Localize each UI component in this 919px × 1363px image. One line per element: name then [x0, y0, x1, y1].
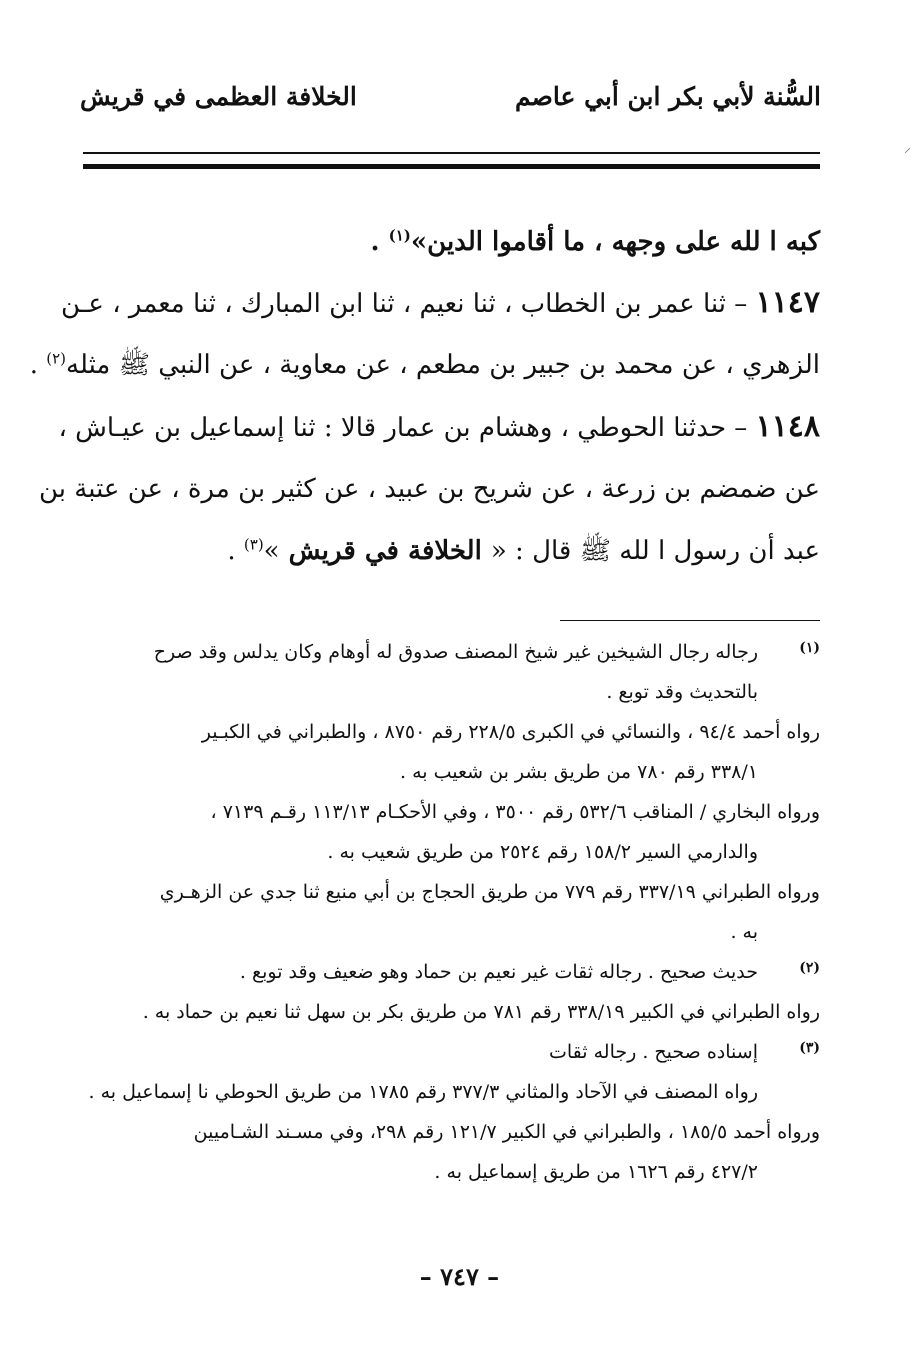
header-rule-thin: [83, 152, 820, 154]
footnote-1-line: [80, 712, 820, 752]
footnote-3-line: [80, 1032, 820, 1072]
footnote-text: إسناده صحيح . رجاله ثقات: [549, 1041, 758, 1063]
footnote-3-line: [80, 1072, 820, 1112]
continuation-text: كبه ا لله على وجهه ، ما أقاموا الدين»: [410, 227, 820, 257]
footnote-text: رواه الطبراني في الكبير ٣٣٨/١٩ رقم ٧٨١ من طريق بكر بن سهل ثنا نعيم بن حماد به .: [142, 1001, 820, 1023]
footnote-text: بالتحديث وقد توبع .: [606, 681, 758, 703]
footnote-text: ورواه أحمد ١٨٥/٥ ، والطبراني في الكبير ١٢١/٧ رقم ٢٩٨، وفي مسـند الشـاميين: [193, 1121, 820, 1143]
footnote-ref-3: (٣): [243, 535, 264, 554]
footnote-1-line: [80, 832, 820, 872]
footnote-3-mark: (٣): [799, 1040, 820, 1056]
chapter-title: الخلافة العظمى في قريش: [80, 82, 357, 111]
hadith-1147-text-1: – ثنا عمر بن الخطاب ، ثنا نعيم ، ثنا ابن المبارك ، ثنا معمر ، عـن: [61, 289, 756, 319]
footnote-1-line: [80, 872, 820, 912]
footnote-2-line: [80, 992, 820, 1032]
footnote-text: حديث صحيح . رجاله ثقات غير نعيم بن حماد وهو ضعيف وقد توبع .: [239, 961, 758, 983]
book-title: السُّنة لأبي بكر ابن أبي عاصم: [514, 82, 821, 111]
footnote-rule: [560, 620, 820, 621]
footnote-ref-1: (١): [388, 226, 411, 245]
footnote-2-line: [80, 952, 820, 992]
hadith-1147-line-1: [61, 272, 820, 334]
footnote-text: رجاله رجال الشيخين غير شيخ المصنف صدوق له أوهام وكان يدلس وقد صرح: [153, 641, 758, 663]
footnote-text: ورواه البخاري / المناقب ٥٣٢/٦ رقم ٣٥٠٠ ، وفي الأحكـام ١١٣/١٣ رقـم ٧١٣٩ ،: [210, 801, 820, 823]
footnote-3-line: [80, 1112, 820, 1152]
footnote-text: به .: [730, 921, 758, 943]
hadith-number-1148: ١١٤٨: [755, 409, 820, 444]
hadith-1148-line-3: [80, 520, 820, 582]
hadith-1148-end: .: [227, 536, 244, 566]
footnote-text: والدارمي السير ١٥٨/٢ رقم ٢٥٢٤ من طريق شعيب به .: [327, 841, 758, 863]
quote-close: »: [263, 536, 280, 566]
hadith-1148-line-2: [39, 458, 820, 520]
hadith-1148-text-3: عبد أن رسول ا لله ﷺ قال : «: [490, 536, 820, 566]
footnote-ref-2: (٢): [46, 349, 67, 368]
footnote-text: رواه المصنف في الآحاد والمثاني ٣٧٧/٣ رقم ١٧٨٥ من طريق الحوطي نا إسماعيل به .: [88, 1081, 758, 1103]
running-header: [80, 82, 821, 122]
page-number: – ٧٤٧ –: [419, 1262, 500, 1291]
footnote-1-mark: (١): [799, 640, 820, 656]
continuation-line: [80, 212, 820, 272]
footnote-1-line: [80, 632, 820, 672]
footnote-1-line: [80, 912, 820, 952]
footnote-text: رواه أحمد ٩٤/٤ ، والنسائي في الكبرى ٢٢٨/٥ رقم ٨٧٥٠ ، والطبراني في الكبـير: [201, 721, 820, 743]
main-text: [29, 212, 820, 582]
footnote-text: ورواه الطبراني ٣٣٧/١٩ رقم ٧٧٩ من طريق الحجاج بن أبي منيع ثنا جدي عن الزهـري: [159, 881, 820, 903]
continuation-end: .: [370, 227, 389, 257]
hadith-1148-text-1: – حدثنا الحوطي ، وهشام بن عمار قالا : ثنا إسماعيل بن عيـاش ،: [58, 413, 756, 443]
margin-mark: ⸝: [904, 140, 911, 156]
footnote-1-line: [80, 752, 820, 792]
footnote-text: ٣٣٨/١ رقم ٧٨٠ من طريق بشر بن شعيب به .: [400, 761, 758, 783]
hadith-number-1147: ١١٤٧: [755, 285, 820, 320]
footnotes: [80, 632, 820, 1192]
hadith-1148-line-1: [58, 396, 820, 458]
footnote-1-line: [80, 672, 820, 712]
quoted-hadith: الخلافة في قريش: [279, 536, 491, 566]
footnote-text: ٤٢٧/٢ رقم ١٦٢٦ من طريق إسماعيل به .: [434, 1161, 758, 1183]
hadith-1148-text-2: عن ضمضم بن زرعة ، عن شريح بن عبيد ، عن كثير بن مرة ، عن عتبة بن: [39, 474, 820, 504]
header-rule-thick: [83, 164, 820, 169]
hadith-1147-end: .: [29, 350, 47, 380]
hadith-1147-text-2: الزهري ، عن محمد بن جبير بن مطعم ، عن معاوية ، عن النبي ﷺ مثله: [66, 350, 820, 380]
footnote-1-line: [80, 792, 820, 832]
footnote-2-mark: (٢): [799, 960, 820, 976]
hadith-1147-line-2: [29, 334, 820, 396]
footnote-3-line: [80, 1152, 820, 1192]
